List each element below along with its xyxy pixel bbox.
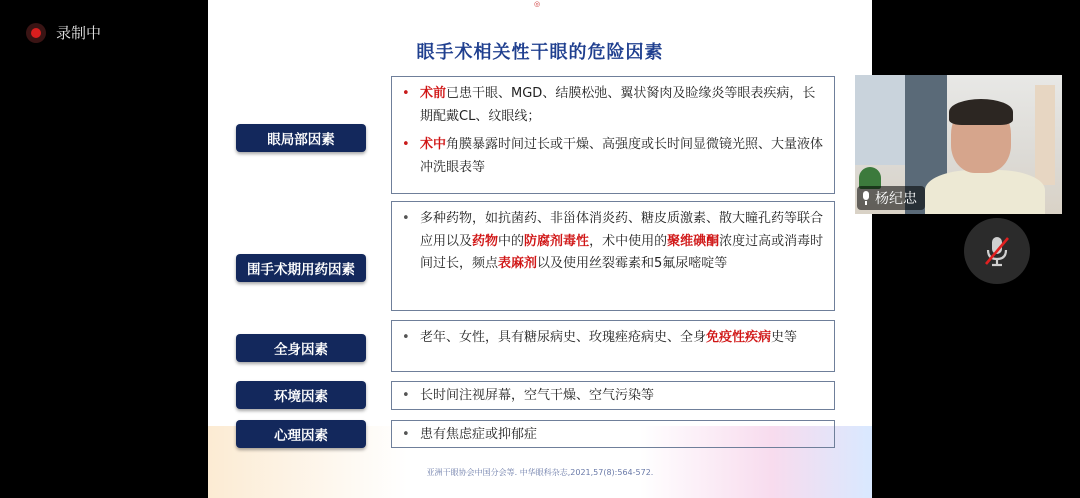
bullet-dot-icon: • — [402, 211, 410, 226]
section-label: 围手术期用药因素 — [236, 254, 366, 282]
section-label: 环境因素 — [236, 381, 366, 409]
body-text: 角膜暴露时间过长或干燥、高强度或长时间显微镜光照、大量液体冲洗眼表等 — [420, 137, 824, 175]
participant-video[interactable] — [855, 75, 1062, 214]
bullet-dot-icon: • — [402, 388, 410, 403]
participant-name-tag — [857, 186, 925, 210]
body-text: 浓度过高或消毒时间过长，频点 — [420, 233, 824, 271]
bullet-item — [402, 208, 824, 276]
emphasis-text: 术中 — [420, 137, 447, 152]
emphasis-text: 表麻剂 — [498, 256, 538, 271]
bullet-item — [402, 385, 824, 408]
recording-indicator[interactable] — [26, 22, 101, 43]
emphasis-text: 免疫性疾病 — [706, 330, 772, 345]
video-background — [1035, 85, 1055, 185]
mic-muted-icon — [982, 234, 1012, 268]
body-text: 患有焦虑症或抑郁症 — [420, 427, 538, 442]
slide-title: 眼手术相关性干眼的危险因素 — [416, 42, 664, 63]
participant-name: 杨纪忠 — [875, 191, 917, 207]
bullet-text — [420, 327, 797, 350]
recording-label: 录制中 — [56, 24, 102, 42]
bullet-dot-icon: • — [402, 427, 410, 442]
section-box — [391, 420, 835, 448]
video-background — [855, 75, 905, 165]
slide-citation: 亚洲干眼协会中国分会等. 中华眼科杂志,2021,57(8):564-572. — [426, 468, 654, 477]
bullet-text — [420, 83, 824, 128]
bullet-item — [402, 83, 824, 128]
bullet-dot-icon: • — [402, 86, 410, 101]
section-box — [391, 381, 835, 410]
bullet-dot-icon: • — [402, 137, 410, 152]
section-box — [391, 76, 835, 194]
video-person — [925, 170, 1045, 214]
shared-slide — [208, 0, 872, 498]
mute-button[interactable] — [964, 218, 1030, 284]
body-text: 已患干眼、MGD、结膜松弛、翼状胬肉及睑缘炎等眼表疾病，长期配戴CL、纹眼线； — [420, 86, 816, 124]
bullet-text — [420, 208, 824, 276]
emphasis-text: 术前 — [420, 86, 447, 101]
section-label: 心理因素 — [236, 420, 366, 448]
section-label: 眼局部因素 — [236, 124, 366, 152]
body-text: 老年、女性，具有糖尿病史、玫瑰痤疮病史、全身 — [420, 330, 707, 345]
section-label: 全身因素 — [236, 334, 366, 362]
bullet-dot-icon: • — [402, 330, 410, 345]
body-text: 多种药物，如抗菌药、非甾体消炎药、糖皮质激素、散大瞳孔药等联合应用以及 — [420, 211, 824, 249]
body-text: ，术中使用的 — [589, 233, 668, 249]
microphone-icon — [861, 191, 871, 205]
emphasis-text: 聚维碘酮 — [667, 233, 720, 249]
section-box — [391, 201, 835, 311]
bullet-item — [402, 134, 824, 179]
body-text: 以及使用丝裂霉素和5氟尿嘧啶等 — [537, 256, 728, 271]
emphasis-text: 防腐剂毒性 — [524, 233, 590, 249]
bullet-text — [420, 385, 654, 408]
section-box — [391, 320, 835, 372]
bullet-text — [420, 424, 537, 447]
body-text: 长时间注视屏幕，空气干燥、空气污染等 — [420, 388, 655, 403]
record-dot-icon — [26, 23, 46, 43]
emphasis-text: 药物 — [472, 233, 499, 249]
slide-logo: ◎ — [534, 0, 541, 8]
body-text: 史等 — [771, 330, 798, 345]
bullet-item — [402, 424, 824, 447]
bullet-text — [420, 134, 824, 179]
video-person — [949, 99, 1013, 125]
body-text: 中的 — [498, 233, 525, 249]
bullet-item — [402, 327, 824, 350]
